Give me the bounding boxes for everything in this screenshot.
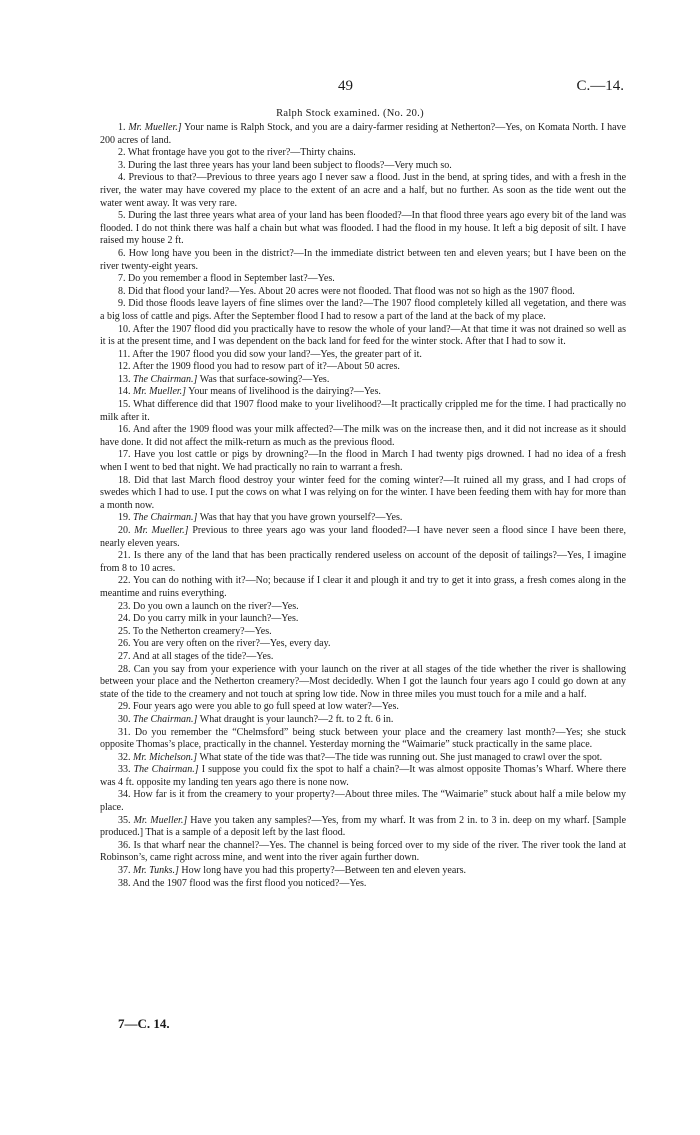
question-text: Have you lost cattle or pigs by drowning?—In the flood in March I had twenty pigs drowned. I had no idea of a fresh when I went to bed that night. We had practically no rain to warrant a fresh. — [100, 449, 627, 474]
question-number: 36. — [118, 839, 131, 851]
question-text: How long have you had this property?—Between ten and eleven years. — [181, 865, 466, 877]
question-number: 9. — [118, 298, 126, 310]
question-text: You are very often on the river?—Yes, every day. — [132, 638, 331, 650]
question-number: 29. — [118, 701, 131, 713]
question-paragraph — [100, 349, 626, 362]
question-number: 32. — [118, 751, 131, 763]
question-number: 24. — [118, 613, 131, 625]
question-paragraph — [100, 878, 626, 891]
question-text: I suppose you could fix the spot to half a chain?—It was almost opposite Thomas’s Wharf. Where there was 4 ft. opposite my landing ten years ago there is none now. — [100, 764, 627, 788]
question-text: Did that flood your land?—Yes. About 20 acres were not flooded. That flood was not so high as the 1907 flood. — [128, 285, 575, 297]
question-paragraph — [100, 210, 626, 248]
question-paragraph — [100, 374, 626, 387]
question-number: 35. — [118, 814, 131, 826]
question-paragraph — [100, 399, 626, 424]
question-number: 28. — [118, 663, 131, 675]
speaker-label: The Chairman.] — [133, 512, 198, 524]
question-number: 16. — [118, 424, 131, 436]
question-paragraph — [100, 550, 626, 575]
question-paragraph — [100, 273, 626, 286]
question-text: During the last three years what area of your land has been flooded?—In that flood three years ago every bit of the land was flooded. I do not think there was half a chain but what was flooded. I had the flood in my house. It left a big deposit of silt. I have raised my house 2 ft. — [100, 210, 626, 247]
question-paragraph — [100, 664, 626, 702]
question-paragraph — [100, 714, 626, 727]
question-text: After the 1907 flood you did sow your land?—Yes, the greater part of it. — [132, 348, 422, 360]
question-number: 34. — [118, 789, 131, 801]
question-text: What state of the tide was that?—The tide was running out. She just managed to crawl over the spot. — [199, 751, 603, 763]
speaker-label: Mr. Mueller.] — [133, 386, 187, 398]
question-paragraph — [100, 727, 626, 752]
speaker-label: The Chairman.] — [133, 764, 199, 776]
question-number: 19. — [118, 512, 131, 524]
question-paragraph — [100, 701, 626, 714]
question-text: Did that last March flood destroy your winter feed for the coming winter?—It ruined all my grass, and I had crops of swedes which I had to use. I put the cows on what I was relying on for the winter. I have been feeding them with hay for more than a month now. — [100, 474, 626, 511]
question-paragraph — [100, 815, 626, 840]
page-number: 49 — [338, 78, 353, 94]
question-paragraph — [100, 613, 626, 626]
question-text: Is there any of the land that has been practically rendered useless on account of the deposit of tailings?—Yes, I imagine from 8 to 10 acres. — [100, 550, 627, 574]
question-text: And at all stages of the tide?—Yes. — [132, 650, 274, 662]
question-text: Four years ago were you able to go full speed at low water?—Yes. — [133, 701, 399, 713]
question-paragraph — [100, 147, 626, 160]
question-number: 25. — [118, 625, 131, 637]
question-text: And the 1907 flood was the first flood you noticed?—Yes. — [132, 877, 367, 889]
question-number: 38. — [118, 877, 131, 889]
question-text: What frontage have you got to the river?—Thirty chains. — [127, 147, 356, 159]
question-number: 12. — [118, 361, 131, 373]
question-text: Do you remember the “Chelmsford” being stuck between your place and the creamery last month?—Yes; she stuck opposite Thomas’s place, practically in the channel. Yesterday morning the “Waimarie” stuck practically in the same place. — [100, 726, 627, 751]
question-number: 17. — [118, 449, 131, 461]
question-text: Your name is Ralph Stock, and you are a dairy-farmer residing at Netherton?—Yes, on Komata North. I have 200 acres of land. — [100, 122, 626, 146]
question-text: Your means of livelihood is the dairying?—Yes. — [188, 386, 381, 398]
speaker-label: The Chairman.] — [133, 713, 198, 725]
question-number: 26. — [118, 638, 131, 650]
section-heading: Ralph Stock examined. (No. 20.) — [276, 108, 424, 119]
question-paragraph — [100, 172, 626, 210]
question-paragraph — [100, 248, 626, 273]
question-number: 11. — [118, 348, 131, 360]
question-paragraph — [100, 424, 626, 449]
document-reference: C.—14. — [576, 78, 624, 94]
question-number: 6. — [118, 247, 126, 259]
question-number: 31. — [118, 726, 131, 738]
question-paragraph — [100, 865, 626, 878]
speaker-label: Mr. Mueller.] — [128, 122, 182, 133]
question-text: After the 1907 flood did you practically have to resow the whole of your land?—At that time it was not drained so well as it is at the present time, and I was dependent on the back land for feed for the winter stock. After that I had to sow it. — [100, 323, 626, 348]
question-paragraph — [100, 651, 626, 664]
question-number: 8. — [118, 285, 126, 297]
footer-signature: 7—C. 14. — [118, 1016, 170, 1031]
question-paragraph — [100, 575, 626, 600]
question-paragraph — [100, 449, 626, 474]
speaker-label: Mr. Mueller.] — [134, 525, 189, 536]
question-text: How long have you been in the district?—In the immediate district between ten and eleven years; but I have been on the river twenty-eight years. — [100, 247, 626, 272]
speaker-label: The Chairman.] — [133, 373, 198, 385]
question-text: During the last three years has your land been subject to floods?—Very much so. — [128, 159, 452, 171]
question-paragraph — [100, 512, 626, 525]
question-number: 23. — [118, 600, 131, 612]
question-number: 22. — [118, 575, 131, 587]
question-text: Was that surface-sowing?—Yes. — [199, 373, 330, 385]
question-text: What difference did that 1907 flood make to your livelihood?—It practically crippled me for the time. I had practically no milk after it. — [100, 399, 626, 423]
question-number: 20. — [118, 525, 131, 536]
question-paragraph — [100, 840, 626, 865]
question-number: 10. — [118, 323, 131, 335]
speaker-label: Mr. Michelson.] — [133, 751, 198, 763]
question-number: 3. — [118, 159, 126, 171]
speaker-label: Mr. Tunks.] — [133, 865, 179, 877]
question-paragraph — [100, 298, 626, 323]
question-number: 5. — [118, 210, 126, 222]
question-text: Have you taken any samples?—Yes, from my wharf. It was from 2 in. to 3 in. deep on my wharf. [Sample produced.] That is a sample of a deposit left by the last flood. — [100, 814, 627, 839]
question-text: Did those floods leave layers of fine slimes over the land?—The 1907 flood completely killed all vegetation, and there was a big loss of cattle and pigs. After the September flood I had to resow a part of the land at the back of my place. — [100, 298, 627, 322]
question-number: 37. — [118, 865, 131, 877]
question-text: Do you remember a flood in September last?—Yes. — [128, 273, 335, 285]
question-text: Is that wharf near the channel?—Yes. The channel is being forced over to my side of the river. The river took the land at Robinson’s, came right across mine, and went into the river again further down. — [100, 839, 627, 864]
question-text: How far is it from the creamery to your property?—About three miles. The “Waimarie” stuck about half a mile below my place. — [100, 789, 627, 814]
question-number: 30. — [118, 713, 131, 725]
question-text: And after the 1909 flood was your milk affected?—The milk was on the increase then, and it did not increase as it should have done. It did not affect the milk-return as much as the previous flood. — [100, 424, 627, 448]
question-paragraph — [100, 789, 626, 814]
question-number: 21. — [118, 550, 131, 562]
question-text: Was that hay that you have grown yourself?—Yes. — [199, 512, 403, 524]
question-paragraph — [100, 386, 626, 399]
question-paragraph — [100, 764, 626, 789]
question-paragraph — [100, 286, 626, 299]
question-paragraph — [100, 638, 626, 651]
question-number: 18. — [118, 474, 131, 486]
question-text: What draught is your launch?—2 ft. to 2 ft. 6 in. — [199, 713, 394, 725]
question-number: 33. — [118, 764, 131, 776]
question-text: Can you say from your experience with your launch on the river at all stages of the tide whether the river is shallowing between your place and the Netherton creamery?—Most decidedly. When I got the launch four years ago I could go down at any state of the tide to the creamery and not touch at spring low tide. Now in three miles you must touch for a mile and a half. — [100, 663, 626, 700]
question-paragraph — [100, 324, 626, 349]
speaker-label: Mr. Mueller.] — [133, 814, 188, 826]
question-paragraph — [100, 361, 626, 374]
question-number: 7. — [118, 273, 126, 285]
question-number: 15. — [118, 399, 131, 411]
question-text: After the 1909 flood you had to resow part of it?—About 50 acres. — [132, 361, 400, 373]
question-paragraph — [100, 626, 626, 639]
question-number: 4. — [118, 172, 126, 184]
question-text: You can do nothing with it?—No; because if I clear it and plough it and try to get it into grass, a fresh comes along in the meantime and ruins everything. — [100, 575, 626, 599]
examination-body — [100, 122, 626, 890]
question-number: 13. — [118, 373, 131, 385]
question-paragraph — [100, 160, 626, 173]
question-text: To the Netherton creamery?—Yes. — [132, 625, 272, 637]
question-text: Previous to that?—Previous to three years ago I never saw a flood. Just in the bend, at spring tides, and with a fresh in the river, the water may have covered my place to the extent of an acre and a half, but no further. As soon as the tide went out the water went away. It was very rare. — [100, 172, 627, 209]
question-paragraph — [100, 122, 626, 147]
question-number: 27. — [118, 650, 131, 662]
question-number: 2. — [118, 147, 126, 159]
question-number: 14. — [118, 386, 131, 398]
question-text: Do you own a launch on the river?—Yes. — [133, 600, 299, 612]
question-paragraph — [100, 601, 626, 614]
question-paragraph — [100, 752, 626, 765]
question-paragraph — [100, 525, 626, 550]
question-text: Previous to three years ago was your land flooded?—I have never seen a flood since I have been there, nearly eleven years. — [100, 525, 627, 549]
question-paragraph — [100, 475, 626, 513]
question-number: 1. — [118, 122, 126, 133]
question-text: Do you carry milk in your launch?—Yes. — [133, 613, 299, 625]
